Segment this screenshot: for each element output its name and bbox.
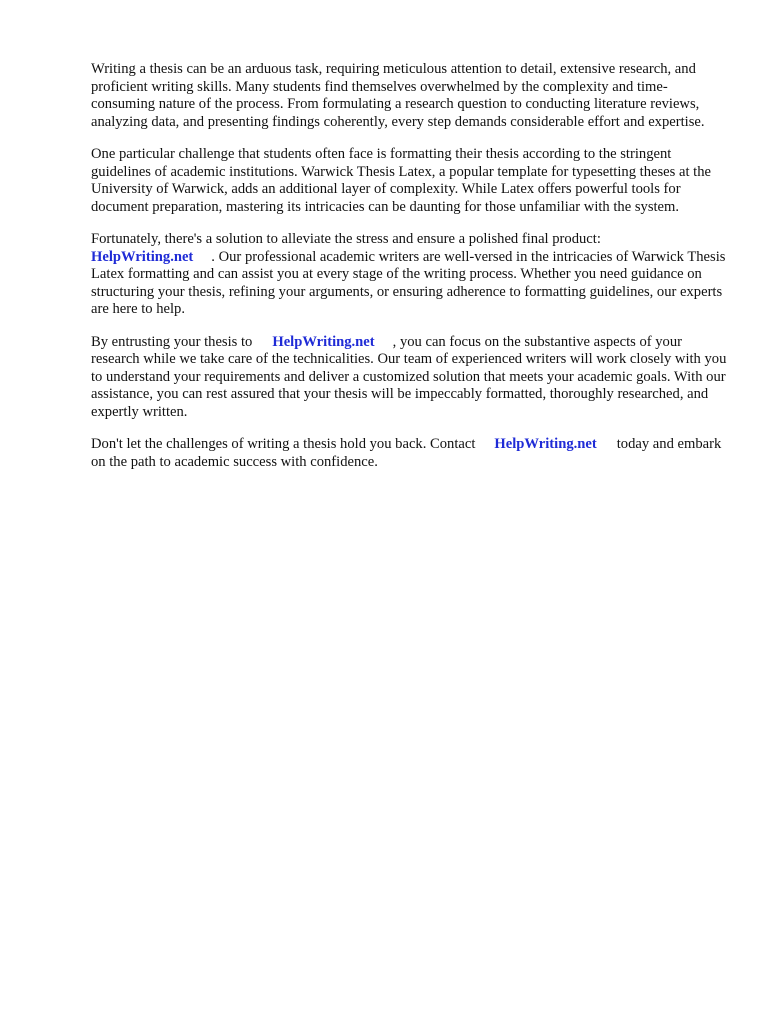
paragraph-solution xyxy=(91,231,727,319)
paragraph-contact xyxy=(91,436,727,471)
paragraph-intro: Writing a thesis can be an arduous task, requiring meticulous attention to detail, extensive research, and proficient writing skills. Many students find themselves overwhelmed by the complexity and time-consuming nature of the process. From formulating a research question to conducting literature reviews, analyzing data, and presenting findings coherently, every step demands considerable effort and expertise. xyxy=(91,61,705,130)
helpwriting-link[interactable]: HelpWriting.net xyxy=(494,436,597,452)
document-body xyxy=(91,61,727,486)
paragraph-solution-text-after: . Our professional academic writers are well-versed in the intricacies of Warwick Thesis Latex formatting and can assist you at every stage of the writing process. Whether you need guidance on structuring your thesis, refining your arguments, or ensuring adherence to formatting guidelines, our experts are here to help. xyxy=(91,248,726,317)
paragraph-entrusting-text-before: By entrusting your thesis to xyxy=(91,333,253,350)
helpwriting-link[interactable]: HelpWriting.net xyxy=(272,333,375,350)
paragraph-contact-text-after: today and embark on the path to academic success with confidence. xyxy=(91,436,722,470)
paragraph-formatting-challenge: One particular challenge that students often face is formatting their thesis according to the stringent guidelines of academic institutions. Warwick Thesis Latex, a popular template for typesetting theses at the University of Warwick, adds an additional layer of complexity. While Latex offers powerful tools for document preparation, mastering its intricacies can be daunting for those unfamiliar with the system. xyxy=(91,146,711,215)
helpwriting-link[interactable]: HelpWriting.net xyxy=(91,248,194,265)
paragraph-contact-text-before: Don't let the challenges of writing a thesis hold you back. Contact xyxy=(91,436,476,452)
paragraph-entrusting-text-after: , you can focus on the substantive aspects of your research while we take care of the technicalities. Our team of experienced writers will work closely with you to understand your requirements and deliver a customized solution that meets your academic goals. With our assistance, you can rest assured that your thesis will be impeccably formatted, thoroughly researched, and expertly written. xyxy=(91,333,727,420)
paragraph-solution-text-before: Fortunately, there's a solution to alleviate the stress and ensure a polished final product: xyxy=(91,231,601,247)
paragraph-entrusting xyxy=(91,334,727,422)
